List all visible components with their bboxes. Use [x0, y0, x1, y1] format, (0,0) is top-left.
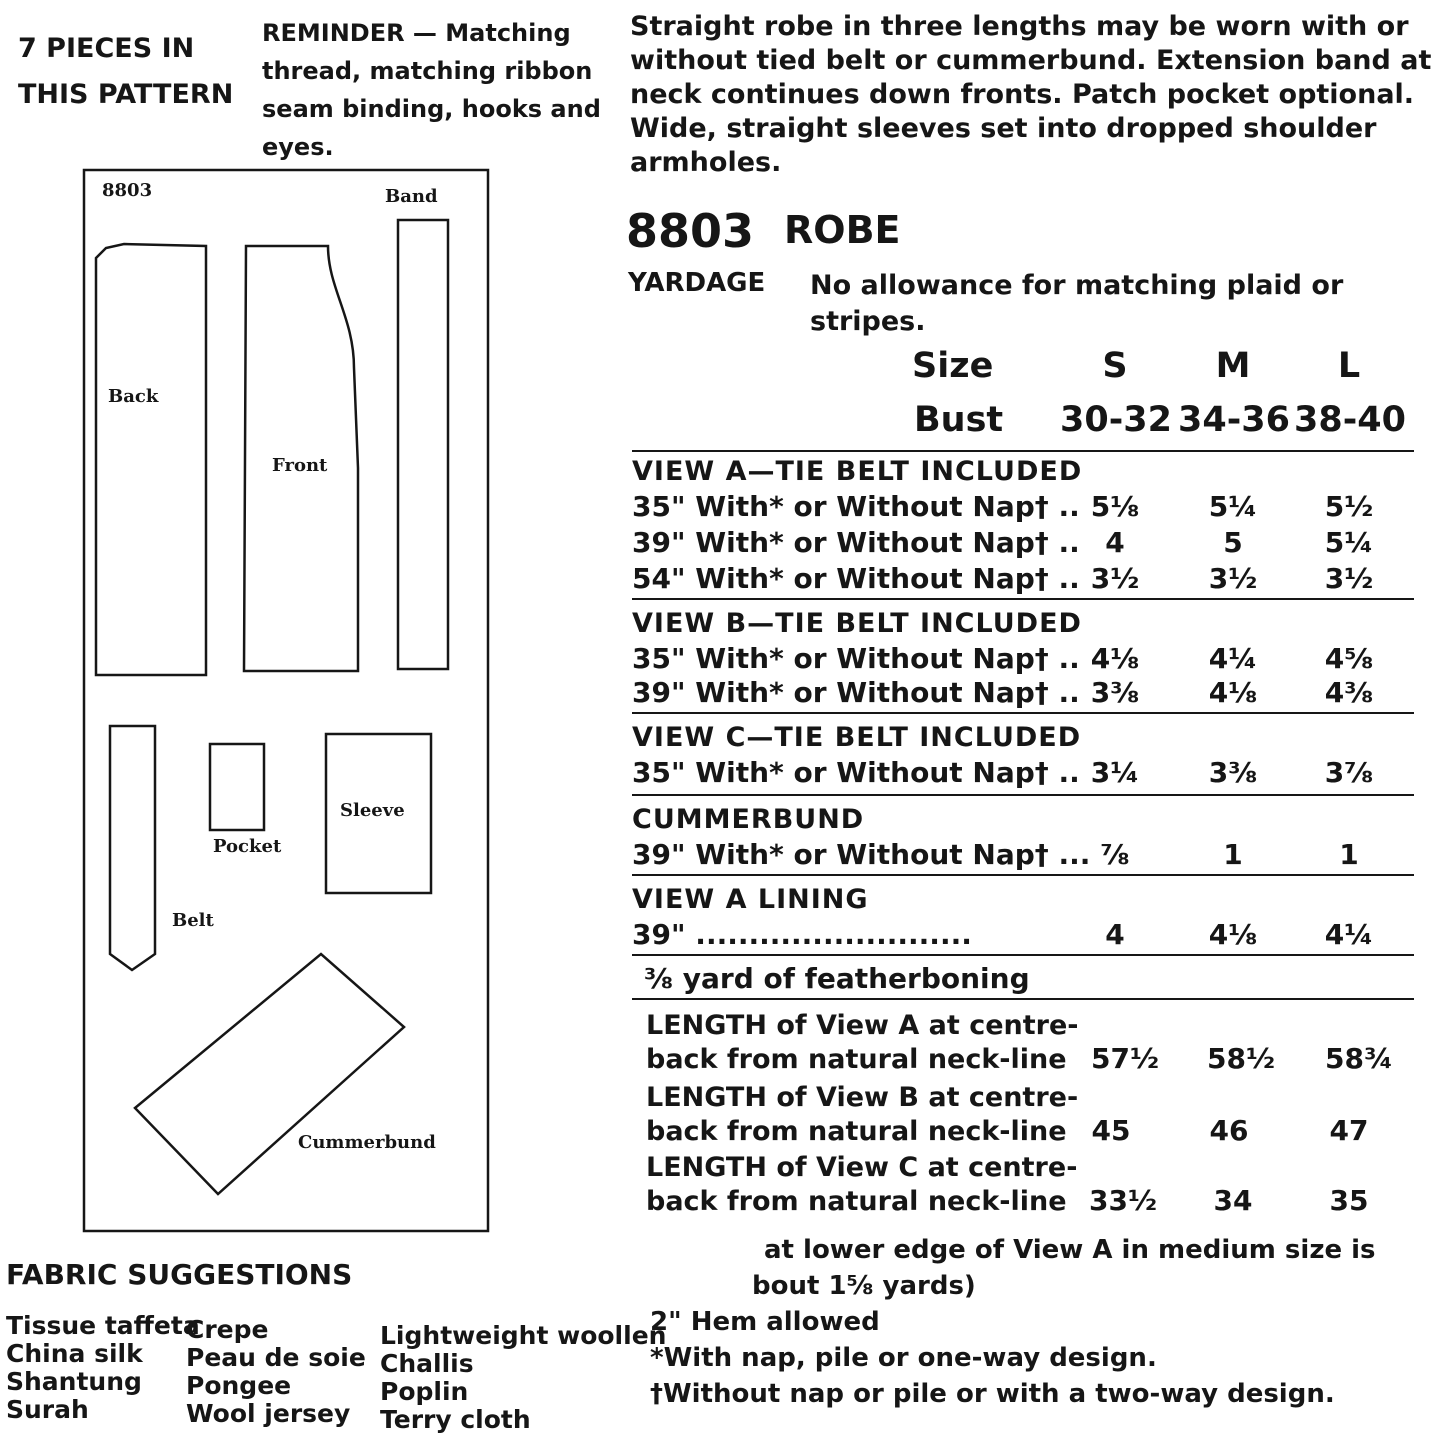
pattern-description — [630, 10, 1431, 180]
yardage-value-s: 3¼ — [1090, 756, 1140, 789]
yardage-row-label: 39" With* or Without Nap† ... — [632, 838, 1091, 871]
yardage-value-l: 5½ — [1324, 490, 1374, 523]
divider — [632, 998, 1414, 1000]
footnote: †Without nap or pile or with a two-way design. — [650, 1379, 1335, 1409]
pieces-line: THIS PATTERN — [18, 79, 234, 110]
fabric-item: Pongee — [186, 1371, 292, 1400]
fabric-item: Wool jersey — [186, 1399, 351, 1428]
length-line: back from natural neck-line — [646, 1116, 1067, 1147]
yardage-note-line: stripes. — [810, 306, 926, 337]
length-value-l: 58¾ — [1325, 1042, 1393, 1075]
section-title-view-a: VIEW A—TIE BELT INCLUDED — [632, 456, 1083, 487]
reminder-line: REMINDER — Matching — [262, 19, 571, 47]
diagram-pattern-number: 8803 — [102, 180, 153, 201]
description-line: Wide, straight sleeves set into dropped shoulder — [630, 113, 1377, 144]
yardage-row-label: 35" With* or Without Nap† .. — [632, 490, 1080, 523]
diagram-border — [84, 170, 488, 1231]
size-column-l: L — [1337, 346, 1361, 386]
yardage-value-s: 3⅜ — [1090, 676, 1140, 709]
description-line: armholes. — [630, 147, 782, 178]
length-line: back from natural neck-line — [646, 1186, 1067, 1217]
yardage-value-s: 4 — [1105, 918, 1125, 951]
lower-edge-note — [752, 1232, 1376, 1304]
yardage-row-label: 39" .......................... — [632, 918, 972, 951]
length-value-s: 33½ — [1089, 1184, 1157, 1217]
yardage-note-line: No allowance for matching plaid or — [810, 270, 1344, 301]
lower-edge-note-line: bout 1⅝ yards) — [752, 1271, 976, 1301]
yardage-value-s: 4⅛ — [1090, 642, 1140, 675]
yardage-label: YARDAGE — [628, 268, 766, 298]
piece-label-cummerbund: Cummerbund — [298, 1132, 436, 1153]
pattern-name: ROBE — [784, 208, 901, 252]
reminder-line: eyes. — [262, 133, 334, 161]
band-piece-outline — [398, 220, 448, 669]
yardage-row-label: 35" With* or Without Nap† .. — [632, 642, 1080, 675]
fabric-item: Crepe — [186, 1315, 269, 1344]
section-title-cummerbund: CUMMERBUND — [632, 804, 865, 835]
pattern-layout-diagram — [82, 168, 492, 1236]
length-value-l: 47 — [1329, 1114, 1369, 1147]
yardage-value-m: 3½ — [1208, 562, 1258, 595]
yardage-value-s: ⅞ — [1100, 838, 1130, 871]
fabric-column — [380, 1322, 666, 1434]
yardage-value-l: 5¼ — [1324, 526, 1374, 559]
footnote: *With nap, pile or one-way design. — [650, 1343, 1157, 1373]
bust-label: Bust — [914, 400, 1004, 440]
fabric-item: Poplin — [380, 1377, 469, 1406]
yardage-row-label: 35" With* or Without Nap† .. — [632, 756, 1080, 789]
size-label: Size — [912, 346, 994, 386]
fabric-column — [6, 1312, 200, 1424]
yardage-value-l: 3½ — [1324, 562, 1374, 595]
yardage-note — [810, 268, 1343, 340]
description-line: without tied belt or cummerbund. Extension band at — [630, 45, 1432, 76]
lower-edge-note-line: at lower edge of View A in medium size is — [764, 1235, 1376, 1265]
fabric-column — [186, 1316, 366, 1428]
fabric-item: Lightweight woollen — [380, 1321, 667, 1350]
divider — [632, 712, 1414, 714]
yardage-value-l: 4⅝ — [1324, 642, 1374, 675]
piece-label-front: Front — [272, 455, 328, 476]
yardage-value-s: 4 — [1105, 526, 1125, 559]
bust-column-l: 38-40 — [1294, 400, 1406, 440]
yardage-value-s: 5⅛ — [1090, 490, 1140, 523]
divider — [632, 874, 1414, 876]
yardage-row-label: 54" With* or Without Nap† .. — [632, 562, 1080, 595]
length-value-m: 34 — [1213, 1184, 1253, 1217]
divider — [632, 598, 1414, 600]
piece-label-band: Band — [385, 186, 438, 207]
fabric-item: Peau de soie — [186, 1343, 366, 1372]
yardage-value-l: 1 — [1339, 838, 1359, 871]
yardage-value-m: 5¼ — [1208, 490, 1258, 523]
size-column-s: S — [1102, 346, 1128, 386]
pieces-line: 7 PIECES IN — [18, 33, 195, 64]
piece-label-sleeve: Sleeve — [340, 800, 405, 821]
yardage-value-m: 4⅛ — [1208, 676, 1258, 709]
yardage-row-label: 39" With* or Without Nap† .. — [632, 526, 1080, 559]
reminder-note — [262, 14, 601, 166]
reminder-line: seam binding, hooks and — [262, 95, 601, 123]
fabric-item: China silk — [6, 1339, 143, 1368]
section-title-view-a-lining: VIEW A LINING — [632, 884, 869, 915]
cummerbund-piece-outline — [135, 954, 404, 1194]
fabric-item: Challis — [380, 1349, 474, 1378]
yardage-value-m: 1 — [1223, 838, 1243, 871]
yardage-value-m: 4⅛ — [1208, 918, 1258, 951]
size-column-m: M — [1215, 346, 1251, 386]
yardage-value-m: 3⅜ — [1208, 756, 1258, 789]
pattern-number: 8803 — [626, 204, 755, 258]
yardage-value-s: 3½ — [1090, 562, 1140, 595]
footnote: 2" Hem allowed — [650, 1307, 880, 1337]
description-line: Straight robe in three lengths may be worn with or — [630, 11, 1409, 42]
length-value-s: 45 — [1091, 1114, 1131, 1147]
fabric-item: Terry cloth — [380, 1405, 531, 1434]
reminder-line: thread, matching ribbon — [262, 57, 593, 85]
length-line: LENGTH of View B at centre- — [646, 1082, 1079, 1113]
yardage-value-l: 4⅜ — [1324, 676, 1374, 709]
pattern-pieces-drawing — [82, 168, 492, 1236]
fabric-item: Tissue taffeta — [6, 1311, 200, 1340]
fabric-item: Surah — [6, 1395, 89, 1424]
piece-label-belt: Belt — [172, 910, 214, 931]
length-value-m: 46 — [1209, 1114, 1249, 1147]
bust-column-s: 30-32 — [1060, 400, 1172, 440]
section-title-view-b: VIEW B—TIE BELT INCLUDED — [632, 608, 1082, 639]
yardage-value-l: 4¼ — [1324, 918, 1374, 951]
pieces-count — [18, 26, 233, 118]
length-value-m: 58½ — [1207, 1042, 1275, 1075]
yardage-value-m: 5 — [1223, 526, 1243, 559]
description-line: neck continues down fronts. Patch pocket optional. — [630, 79, 1415, 110]
yardage-row-label: 39" With* or Without Nap† .. — [632, 676, 1080, 709]
bust-column-m: 34-36 — [1178, 400, 1290, 440]
yardage-value-m: 4¼ — [1208, 642, 1258, 675]
belt-piece-outline — [110, 726, 155, 970]
divider — [632, 954, 1414, 956]
piece-label-pocket: Pocket — [213, 836, 282, 857]
pocket-piece-outline — [210, 744, 264, 830]
section-title-view-c: VIEW C—TIE BELT INCLUDED — [632, 722, 1082, 753]
fabric-item: Shantung — [6, 1367, 142, 1396]
length-line: LENGTH of View C at centre- — [646, 1152, 1078, 1183]
featherboning-note: ⅜ yard of featherboning — [644, 962, 1030, 995]
divider — [632, 450, 1414, 452]
length-value-s: 57½ — [1091, 1042, 1159, 1075]
fabric-suggestions-title: FABRIC SUGGESTIONS — [6, 1258, 353, 1291]
length-value-l: 35 — [1329, 1184, 1369, 1217]
length-line: back from natural neck-line — [646, 1044, 1067, 1075]
divider — [632, 794, 1414, 796]
back-piece-outline — [96, 244, 206, 675]
yardage-value-l: 3⅞ — [1324, 756, 1374, 789]
footnotes — [650, 1304, 1335, 1412]
length-line: LENGTH of View A at centre- — [646, 1010, 1079, 1041]
piece-label-back: Back — [108, 386, 159, 407]
